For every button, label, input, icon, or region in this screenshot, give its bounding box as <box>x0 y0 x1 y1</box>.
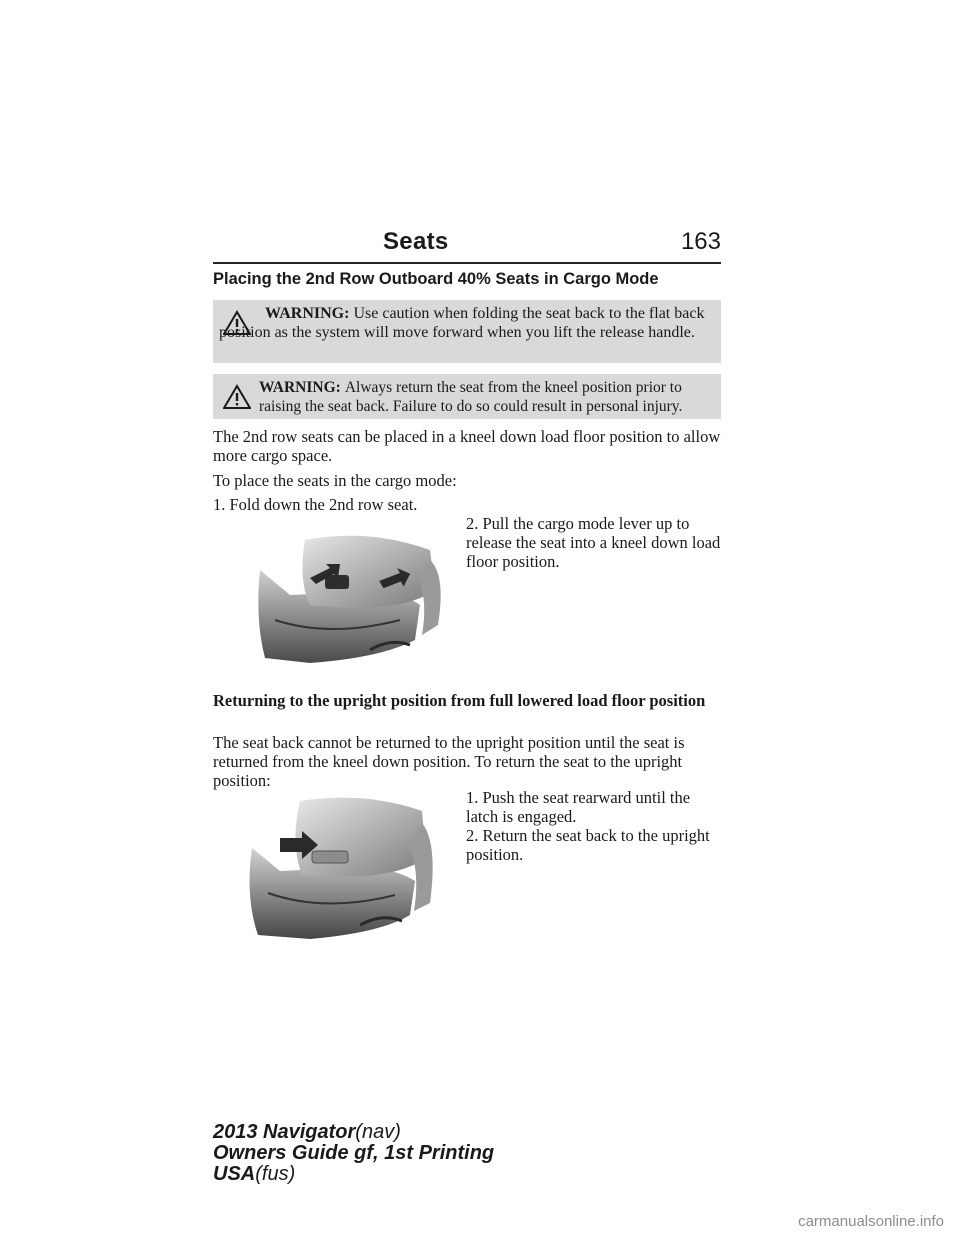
warning-label: WARNING: <box>265 305 350 322</box>
step-2: 2. Pull the cargo mode lever up to release the seat into a kneel down load floor position. <box>466 514 721 571</box>
step-1: 1. Fold down the 2nd row seat. <box>213 495 418 514</box>
section-title: Placing the 2nd Row Outboard 40% Seats in Cargo Mode <box>213 270 659 288</box>
footer-market-code: (fus) <box>255 1163 296 1185</box>
return-intro: The seat back cannot be returned to the upright position until the seat is returned from the kneel down position. To return the seat to the upright position: <box>213 733 685 790</box>
warning-message: Use caution when folding the seat back to the flat back position as the system will move forward when you lift the release handle. <box>219 305 705 341</box>
return-step-1: 1. Push the seat rearward until the latch is engaged. <box>466 788 691 826</box>
warning-triangle-icon <box>223 384 251 410</box>
footer-guide: Owners Guide gf, 1st Printing <box>213 1142 495 1164</box>
chapter-title: Seats <box>383 228 449 255</box>
watermark-text: carmanualsonline.info <box>798 1213 944 1230</box>
subsection-title: Returning to the upright position from full lowered load floor position <box>213 691 706 710</box>
warning-text-1 <box>213 304 719 342</box>
page-header <box>213 228 721 264</box>
warning-message: Always return the seat from the kneel position prior to raising the seat back. Failure to do so could result in personal injury. <box>259 379 683 415</box>
warning-label: WARNING: <box>259 379 341 396</box>
seat-kneel-illustration <box>250 520 450 670</box>
warning-box-2 <box>213 374 721 419</box>
page-number: 163 <box>680 228 721 255</box>
footer-model-code: (nav) <box>355 1121 401 1143</box>
footer-market: USA <box>213 1163 256 1185</box>
intro-paragraph: The 2nd row seats can be placed in a kneel down load floor position to allow more cargo space. <box>213 427 721 465</box>
return-step-2: 2. Return the seat back to the upright position. <box>466 826 710 864</box>
seat-return-illustration <box>240 793 440 943</box>
warning-text-2 <box>259 378 719 416</box>
steps-intro: To place the seats in the cargo mode: <box>213 471 457 490</box>
document-footer <box>213 1122 494 1185</box>
footer-model: 2013 Navigator <box>213 1121 356 1143</box>
warning-box-1 <box>213 300 721 363</box>
